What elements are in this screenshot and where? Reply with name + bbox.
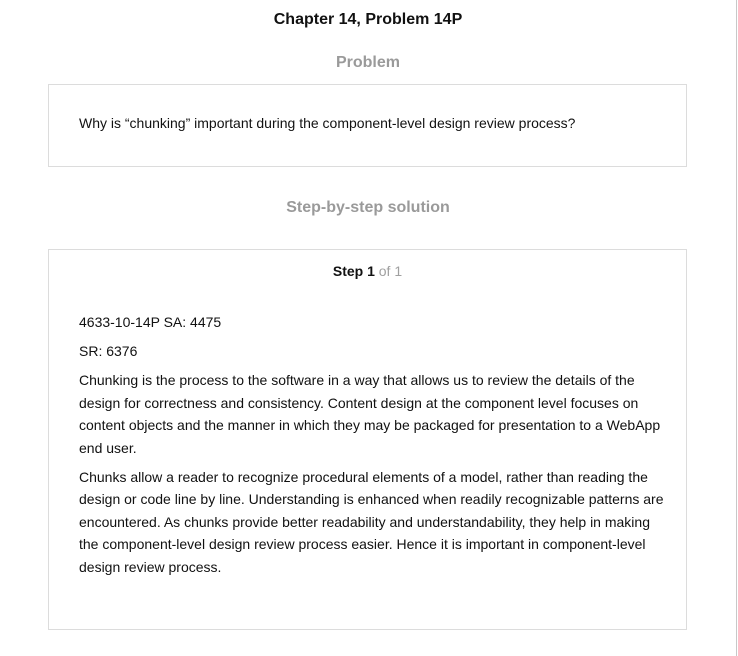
step-count: of 1 [378, 263, 403, 279]
chapter-title: Chapter 14, Problem 14P [273, 11, 463, 28]
solution-paragraph: Chunks allow a reader to recognize procedural elements of a model, rather than reading the design or code line by line. Understanding is enhanced when readily recognizable patterns are encountered. As chunks provide better readability and understandability, they help in making the component-level design review process easier. Hence it is important in component-level design review process. [79, 468, 664, 575]
problem-card [48, 84, 687, 167]
solution-heading: Step-by-step solution [286, 199, 450, 216]
solution-card [48, 249, 687, 630]
solution-paragraph: 4633-10-14P SA: 4475 [79, 314, 222, 330]
problem-heading: Problem [335, 54, 400, 71]
solution-paragraph: SR: 6376 [79, 343, 138, 359]
step-label: Step 1 [332, 263, 375, 279]
problem-question: Why is “chunking” important during the component-level design review process? [79, 115, 576, 131]
step-indicator [49, 263, 686, 279]
solution-paragraph: Chunking is the process to the software in a way that allows us to review the details of the design for correctness and consistency. Content design at the component level focuses on content objects and the manner in which they may be packaged for presentation to a WebApp end user. [79, 372, 661, 456]
solution-body [79, 311, 664, 585]
